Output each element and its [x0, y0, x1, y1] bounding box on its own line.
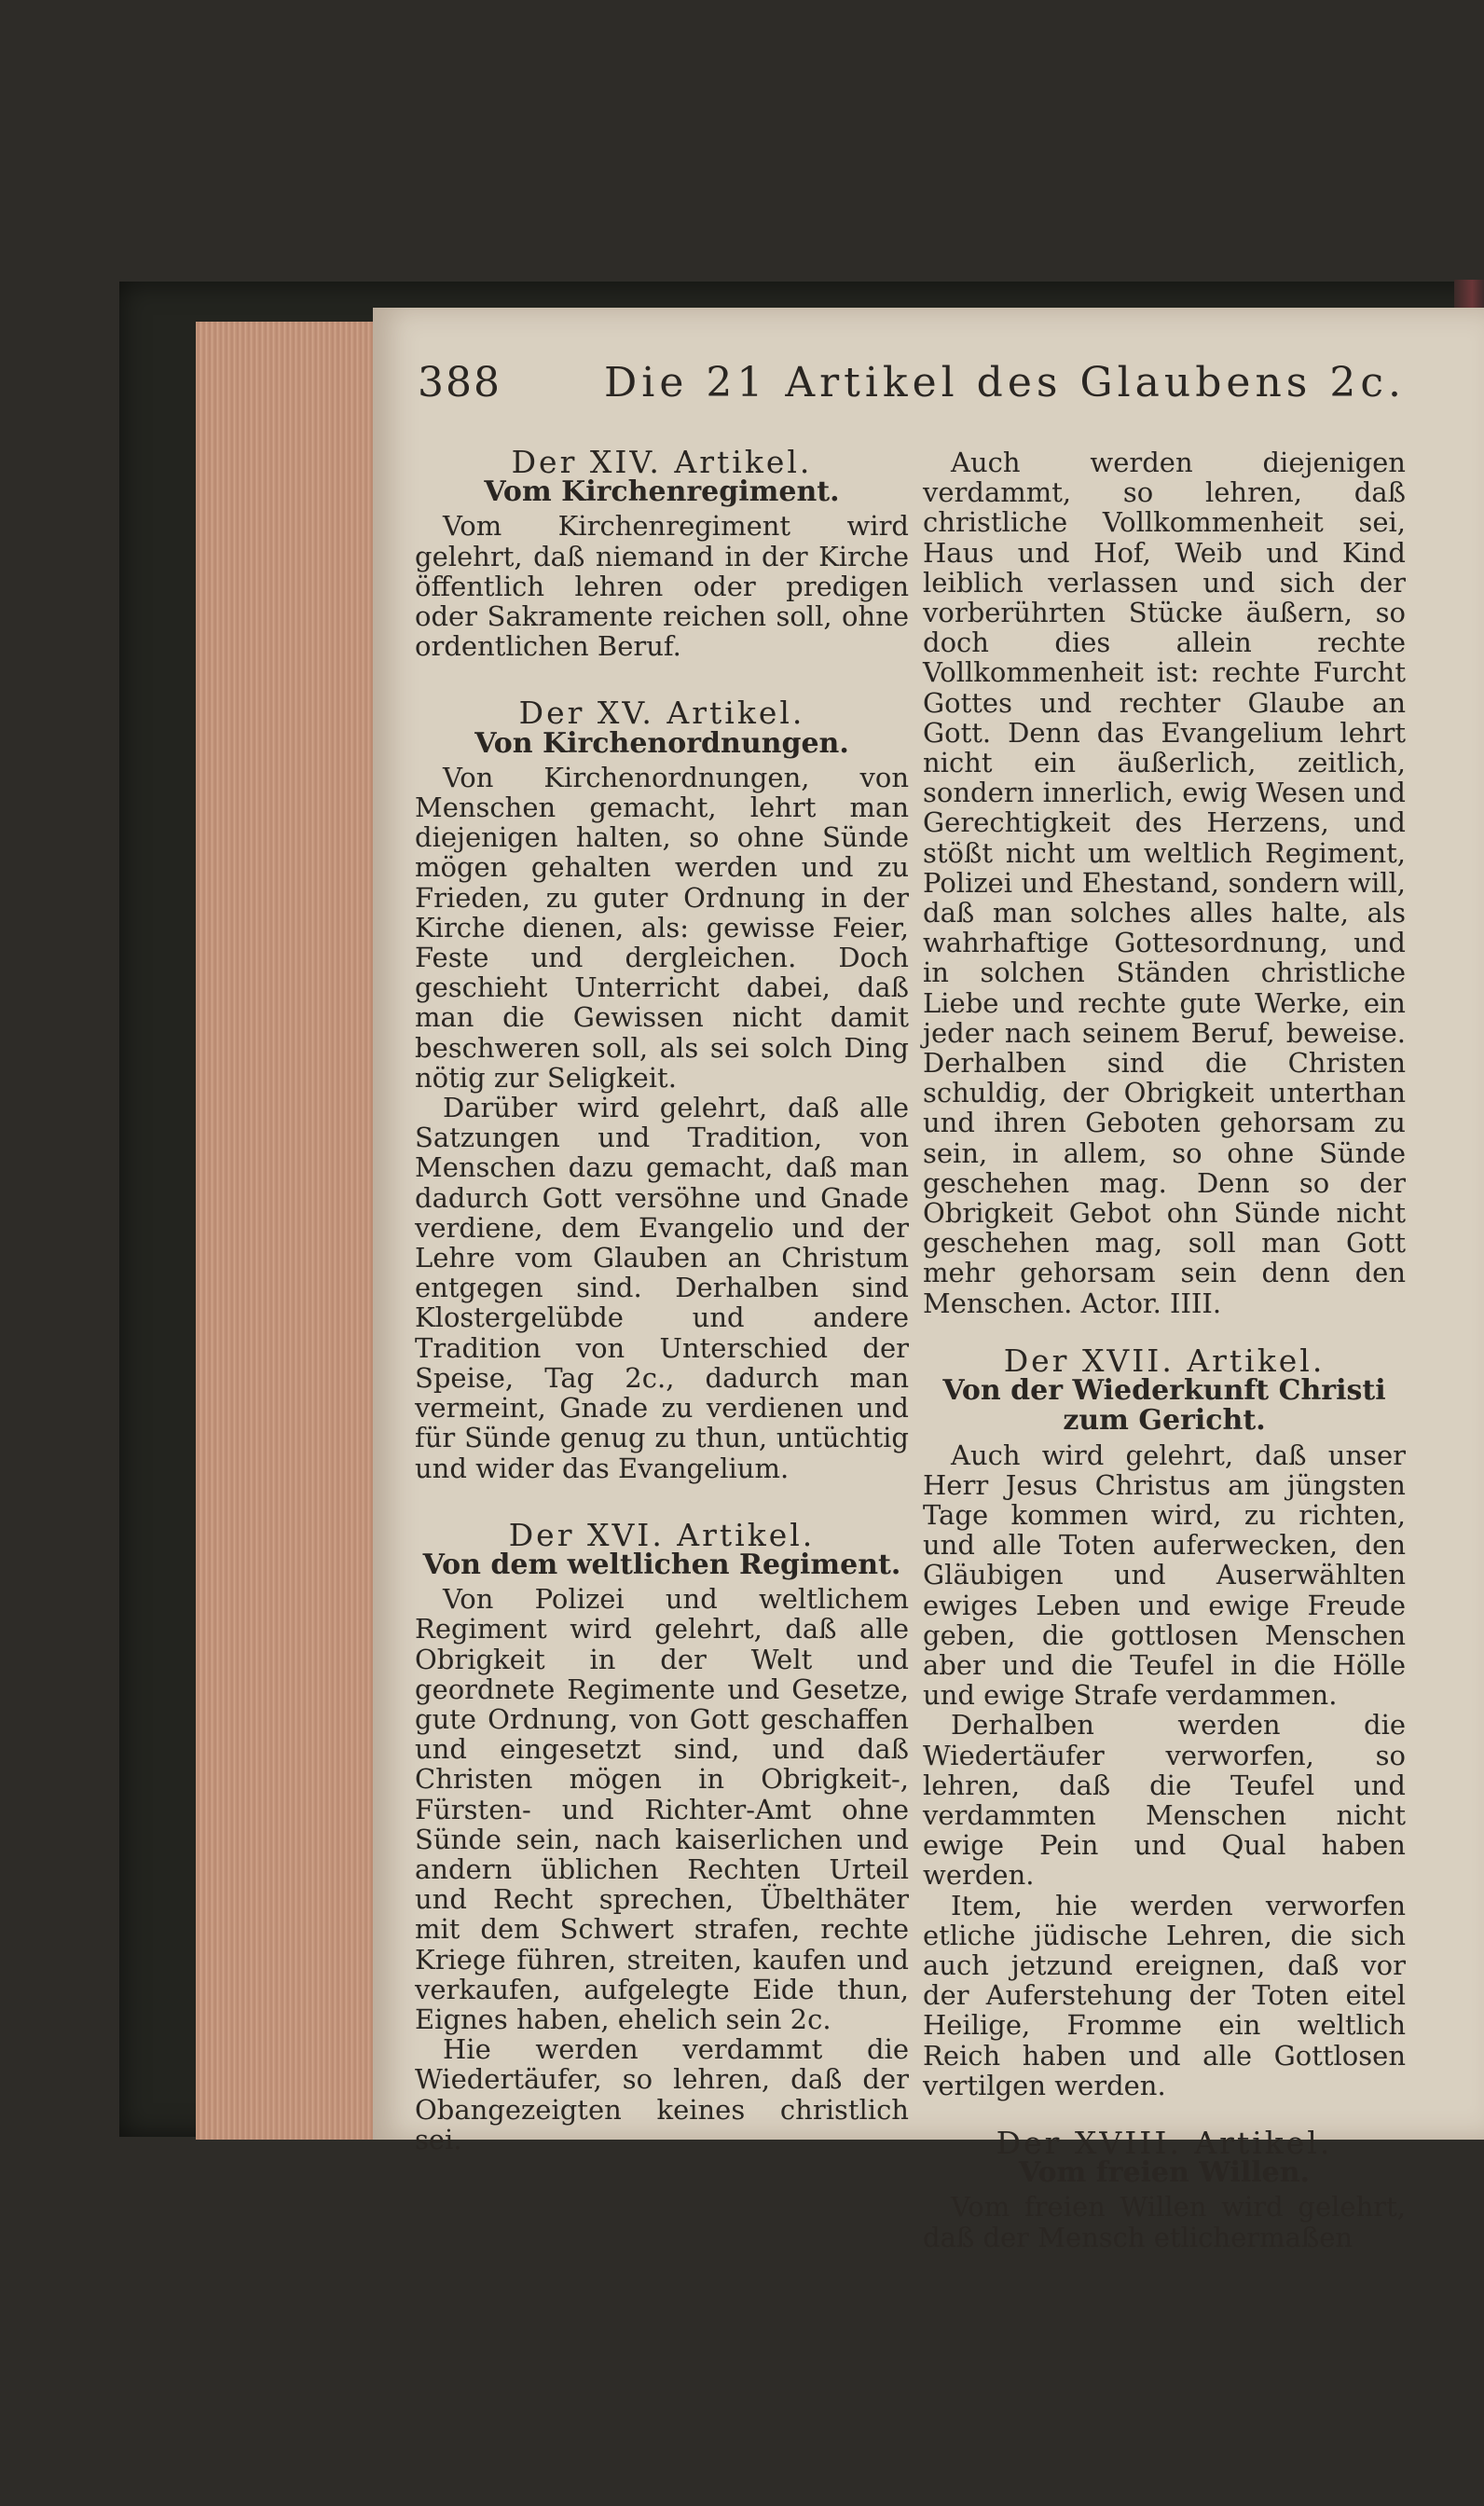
article-title: Von der Wiederkunft Christi zum Gericht.	[942, 1374, 1386, 1438]
paragraph: Vom Kirchenregiment wird gelehrt, daß niemand in der Kirche öffentlich lehren oder predigen oder Sakramente reichen soll, ohne ordentlichen Beruf.	[415, 510, 909, 663]
page-number: 388	[418, 359, 502, 406]
page-header	[418, 359, 1406, 424]
left-column	[415, 444, 909, 2155]
paragraph: Hie werden verdammt die Wiedertäufer, so lehren, daß der Obangezeigten keines christlich sei.	[415, 2033, 909, 2155]
article-title: Von dem weltlichen Regiment.	[422, 1548, 901, 1581]
article-title: Vom freien Willen.	[1019, 2156, 1310, 2190]
right-column	[923, 448, 1406, 2252]
paragraph: Vom freien Willen wird gelehrt, daß der Mensch etlichermaßen	[923, 2191, 1406, 2253]
article-title: Vom Kirchenregiment.	[484, 475, 840, 509]
paragraph: Von Polizei und weltlichem Regiment wird gelehrt, daß alle Obrigkeit in der Welt und geordnete Regimente und Gesetze, gute Ordnung, von Gott geschaffen und eingesetzt sind, und daß Christen mögen in Obrigkeit-, Fürsten- und Richter-Amt ohne Sünde sein, nach kaiserlichen und andern üblichen Rechten Urteil und Recht sprechen, Übelthäter mit dem Schwert strafen, rechte Kriege führen, streiten, kaufen und verkaufen, aufgelegte Eide thun, Eignes haben, ehelich sein 2c.	[415, 1583, 909, 2035]
paragraph: Item, hie werden verworfen etliche jüdische Lehren, die sich auch jetzund ereignen, daß vor der Auferstehung der Toten eitel Heilige, Fromme ein weltlich Reich haben und alle Gottlosen vertilgen werden.	[923, 1889, 1406, 2101]
article-heading: Der XIV. Artikel.	[511, 444, 813, 480]
paragraph: Darüber wird gelehrt, daß alle Satzungen und Tradition, von Menschen dazu gemacht, daß man dadurch Gott versöhne und Gnade verdiene, dem Evangelio und der Lehre vom Glauben an Christum entgegen sind. Derhalben sind Klostergelübde und andere Tradition von Unterschied der Speise, Tag 2c., dadurch man vermeint, Gnade zu verdienen und für Sünde genug zu thun, untüchtig und wider das Evangelium.	[415, 1092, 909, 1484]
paragraph: Auch werden diejenigen verdammt, so lehren, daß christliche Vollkommenheit sei, Haus und Hof, Weib und Kind leiblich verlassen und sich der vorberührten Stücke äußern, so doch dies allein rechte Vollkommenheit ist: rechte Furcht Gottes und rechter Glaube an Gott. Denn das Evangelium lehrt nicht ein äußerlich, zeitlich, sondern innerlich, ewig Wesen und Gerechtigkeit des Herzens, und stößt nicht um weltlich Regiment, Polizei und Ehestand, sondern will, daß man solches alles halte, als wahrhaftige Gottesordnung, und in solchen Ständen christliche Liebe und rechte gute Werke, ein jeder nach seinem Beruf, beweise. Derhalben sind die Christen schuldig, der Obrigkeit unterthan und ihren Geboten gehorsam zu sein, in allem, so ohne Sünde geschehen mag. Denn so der Obrigkeit Gebot ohn Sünde nicht geschehen mag, soll man Gott mehr gehorsam sein denn den Menschen. Actor. IIII.	[923, 447, 1406, 1319]
paragraph: Von Kirchenordnungen, von Menschen gemacht, lehrt man diejenigen halten, so ohne Sünde mögen gehalten werden und zu Frieden, zu guter Ordnung in der Kirche dienen, als: gewisse Feier, Feste und dergleichen. Doch geschieht Unterricht dabei, daß man die Gewissen nicht damit beschweren soll, als sei solch Ding nötig zur Seligkeit.	[415, 761, 909, 1094]
paragraph: Derhalben werden die Wiedertäufer verworfen, so lehren, daß die Teufel und verdammten Menschen nicht ewige Pein und Qual haben werden.	[923, 1709, 1406, 1892]
article-heading: Der XVIII. Artikel.	[996, 2124, 1333, 2161]
article-heading: Der XV. Artikel.	[518, 695, 805, 732]
article-heading: Der XVI. Artikel.	[508, 1516, 816, 1553]
running-title: Die 21 Artikel des Glaubens 2c.	[604, 359, 1406, 406]
article-title: Von Kirchenordnungen.	[474, 726, 849, 760]
paragraph: Auch wird gelehrt, daß unser Herr Jesus Christus am jüngsten Tage kommen wird, zu richten, und alle Toten auferwecken, den Gläubigen und Auserwählten ewiges Leben und ewige Freude geben, die gottlosen Menschen aber und die Teufel in die Hölle und ewige Strafe verdammen.	[923, 1439, 1406, 1712]
page-edges	[196, 322, 382, 2140]
article-heading: Der XVII. Artikel.	[1003, 1342, 1326, 1379]
book-page	[373, 308, 1484, 2253]
